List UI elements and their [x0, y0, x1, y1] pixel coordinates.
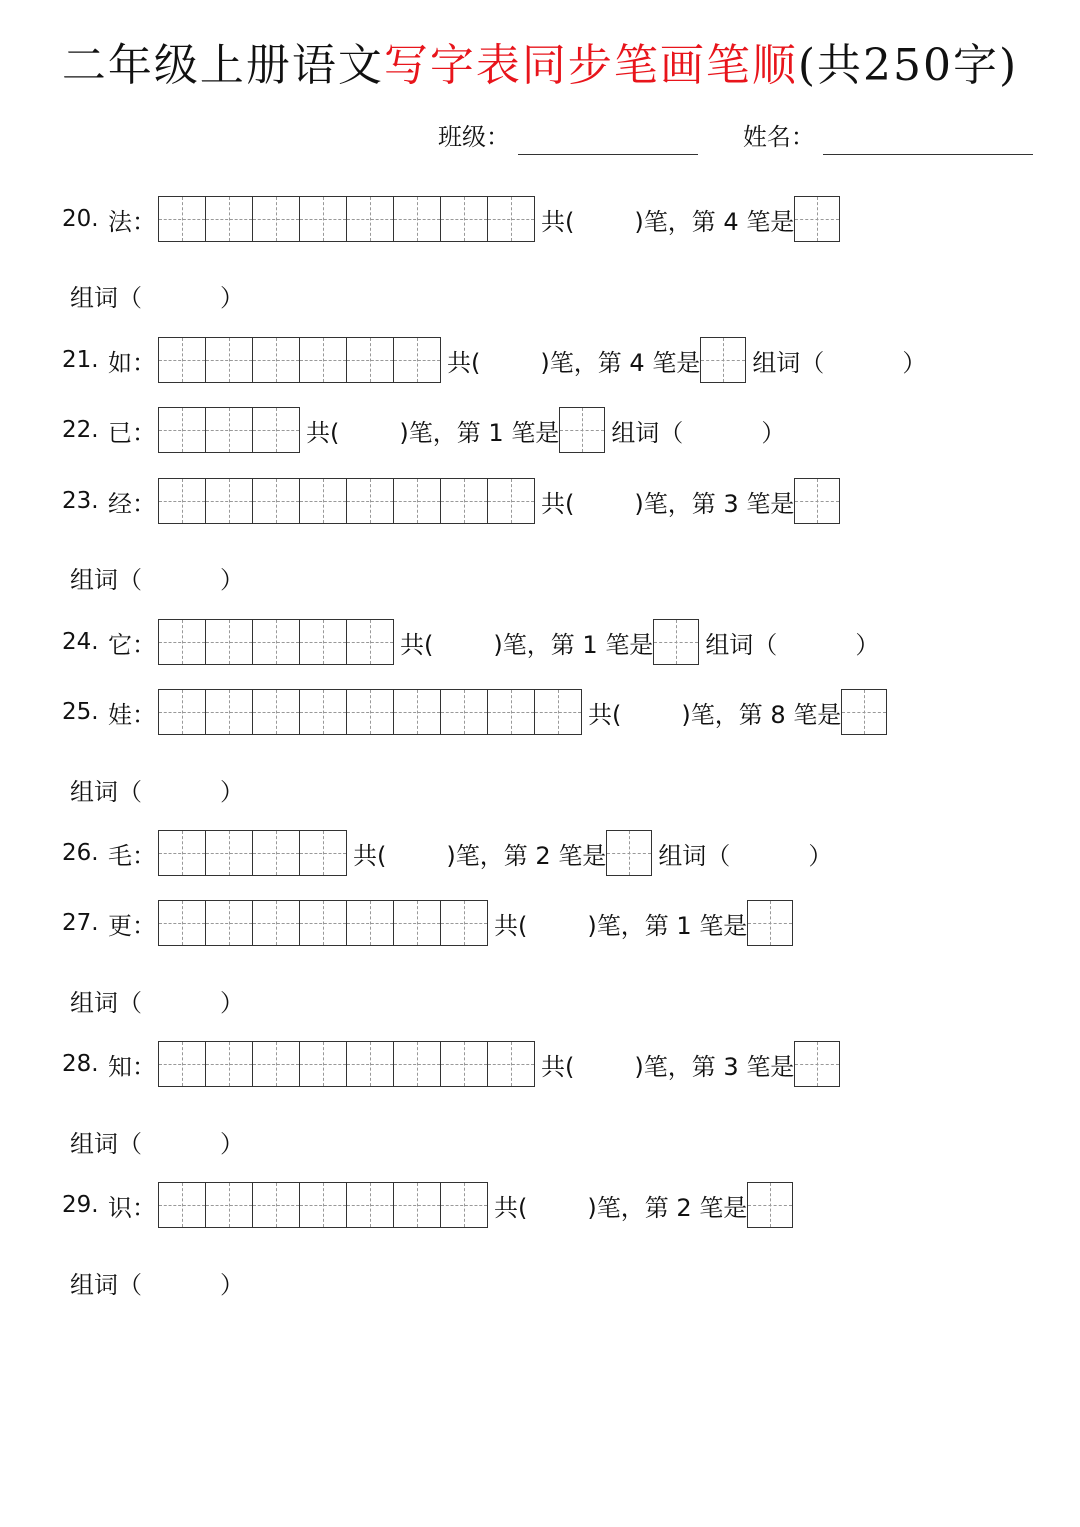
class-field[interactable]: [518, 124, 698, 155]
stroke-answer-box[interactable]: [794, 1041, 840, 1087]
title-part-count: (共250字): [797, 40, 1019, 91]
stroke-grid[interactable]: [158, 830, 347, 876]
question-number: 20.: [62, 206, 99, 232]
stroke-number: 4: [629, 348, 645, 377]
question-row: [62, 195, 840, 243]
question-row: [62, 829, 832, 877]
stroke-question: 共( )笔，第 2 笔是: [353, 841, 607, 870]
question-row: [62, 477, 840, 525]
word-row: 组词（ ）: [70, 1271, 244, 1299]
question-row: [62, 406, 785, 454]
stroke-number: 3: [723, 489, 739, 518]
stroke-answer-box[interactable]: [747, 900, 793, 946]
target-character: 经：: [108, 489, 156, 518]
target-character: 如：: [108, 348, 156, 377]
stroke-number: 1: [676, 911, 692, 940]
word-row: 组词（ ）: [611, 418, 786, 447]
stroke-number: 1: [582, 630, 598, 659]
question-number: 23.: [62, 488, 99, 514]
stroke-question: 共( )笔，第 1 笔是: [494, 911, 748, 940]
stroke-grid[interactable]: [158, 407, 300, 453]
target-character: 娃：: [108, 700, 156, 729]
stroke-question: 共( )笔，第 1 笔是: [306, 418, 560, 447]
class-label: 班级：: [438, 123, 510, 151]
word-row: 组词（ ）: [658, 841, 833, 870]
stroke-number: 8: [770, 700, 786, 729]
question-number: 21.: [62, 347, 99, 373]
page-title: [0, 36, 1080, 96]
question-number: 26.: [62, 840, 99, 866]
stroke-number: 2: [535, 841, 551, 870]
question-row: [62, 1181, 793, 1229]
question-number: 28.: [62, 1051, 99, 1077]
stroke-number: 1: [488, 418, 504, 447]
word-row: 组词（ ）: [70, 566, 244, 594]
name-label: 姓名：: [742, 123, 815, 151]
stroke-question: 共( )笔，第 3 笔是: [541, 1052, 795, 1081]
word-row: 组词（ ）: [70, 778, 244, 806]
stroke-answer-box[interactable]: [606, 830, 652, 876]
stroke-grid[interactable]: [158, 1182, 488, 1228]
stroke-question: 共( )笔，第 1 笔是: [400, 630, 654, 659]
stroke-grid[interactable]: [158, 619, 394, 665]
target-character: 已：: [108, 418, 156, 447]
question-row: [62, 899, 793, 947]
target-character: 识：: [108, 1193, 156, 1222]
stroke-number: 2: [676, 1193, 692, 1222]
stroke-grid[interactable]: [158, 196, 535, 242]
stroke-number: 3: [723, 1052, 739, 1081]
stroke-number: 4: [723, 207, 739, 236]
target-character: 毛：: [108, 841, 156, 870]
stroke-question: 共( )笔，第 3 笔是: [541, 489, 795, 518]
target-character: 法：: [108, 207, 156, 236]
stroke-answer-box[interactable]: [841, 689, 887, 735]
stroke-grid[interactable]: [158, 689, 582, 735]
target-character: 知：: [108, 1052, 156, 1081]
student-info: [438, 118, 1033, 155]
name-field[interactable]: [823, 124, 1033, 155]
title-part-grade: 二年级上册语文: [61, 40, 384, 91]
stroke-grid[interactable]: [158, 337, 441, 383]
stroke-question: 共( )笔，第 4 笔是: [541, 207, 795, 236]
question-row: [62, 688, 887, 736]
stroke-answer-box[interactable]: [700, 337, 746, 383]
stroke-grid[interactable]: [158, 478, 535, 524]
stroke-answer-box[interactable]: [559, 407, 605, 453]
stroke-answer-box[interactable]: [653, 619, 699, 665]
word-row: 组词（ ）: [752, 348, 927, 377]
word-row: 组词（ ）: [70, 284, 244, 312]
question-number: 25.: [62, 699, 99, 725]
question-number: 22.: [62, 417, 99, 443]
stroke-answer-box[interactable]: [747, 1182, 793, 1228]
question-number: 29.: [62, 1192, 99, 1218]
word-row: 组词（ ）: [70, 989, 244, 1017]
stroke-grid[interactable]: [158, 900, 488, 946]
stroke-question: 共( )笔，第 2 笔是: [494, 1193, 748, 1222]
title-part-topic: 写字表同步笔画笔顺: [383, 40, 798, 91]
target-character: 它：: [108, 630, 156, 659]
question-row: [62, 336, 926, 384]
stroke-answer-box[interactable]: [794, 478, 840, 524]
stroke-answer-box[interactable]: [794, 196, 840, 242]
stroke-question: 共( )笔，第 8 笔是: [588, 700, 842, 729]
word-row: 组词（ ）: [70, 1130, 244, 1158]
question-row: [62, 1040, 840, 1088]
question-number: 27.: [62, 910, 99, 936]
word-row: 组词（ ）: [705, 630, 880, 659]
stroke-question: 共( )笔，第 4 笔是: [447, 348, 701, 377]
stroke-grid[interactable]: [158, 1041, 535, 1087]
target-character: 更：: [108, 911, 156, 940]
question-row: [62, 618, 879, 666]
question-number: 24.: [62, 629, 99, 655]
